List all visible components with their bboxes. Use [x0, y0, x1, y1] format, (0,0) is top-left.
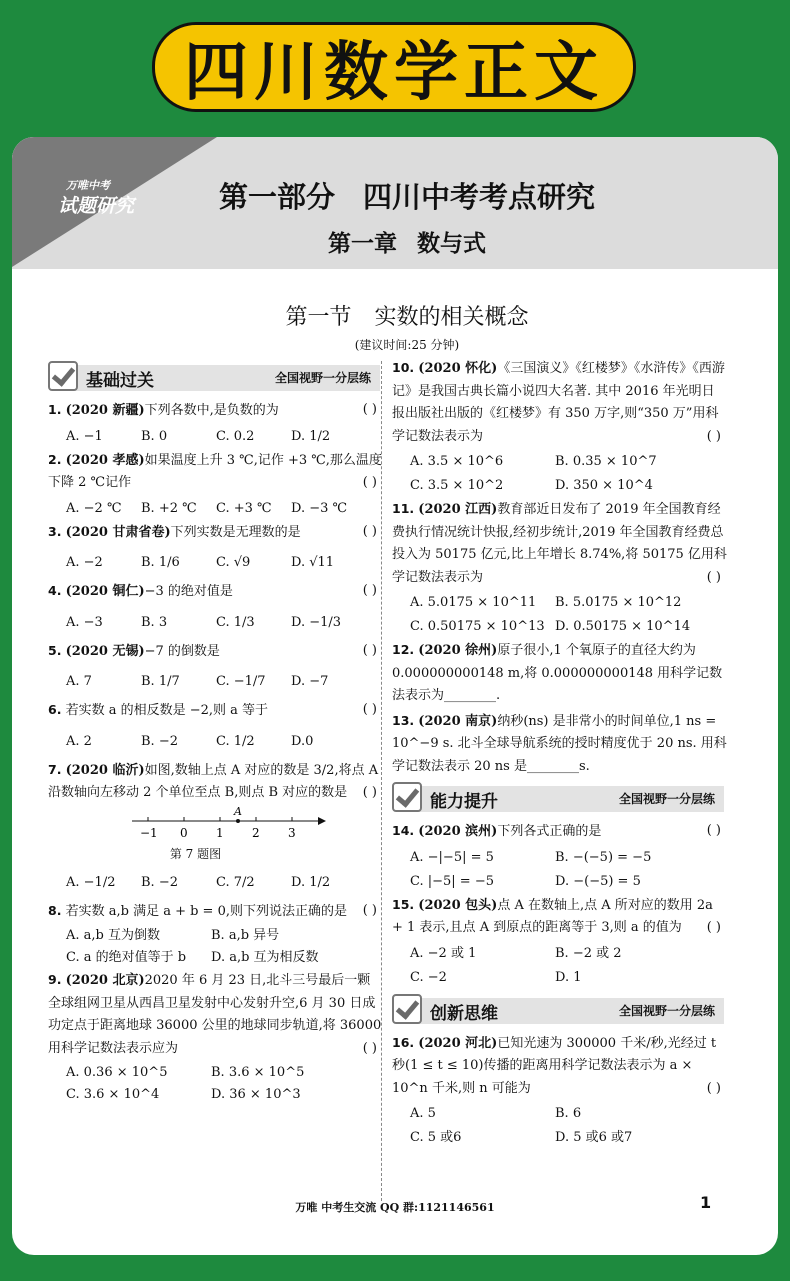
banner-text: 四川数学正文: [184, 36, 604, 110]
point-a-label: A: [234, 806, 242, 818]
question-13: 13. (2020 南京)纳秒(ns) 是非常小的时间单位,1 ns = 10^−9 s. 北斗全球导航系统的授时精度优于 20 ns. 用科学记数法表示 20 ns 是________s.: [392, 712, 727, 774]
tick-label: −1: [140, 825, 158, 840]
question-12: 12. (2020 徐州)原子很小,1 个氧原子的直径大约为 0.000000000148 m,将 0.000000000148 用科学记数法表示为________.: [392, 642, 723, 703]
question-6: 6. 若实数 a 的相反数是 −2,则 a 等于 ( ): [48, 702, 377, 718]
question-1: 1. (2020 新疆)下列各数中,是负数的为 ( ): [48, 402, 377, 418]
question-16: 16. (2020 河北)已知光速为 300000 千米/秒,光经过 t 秒(1 ≤ t ≤ 10)传播的距离用科学记数法表示为 a × 10^n 千米,则 n 可能为 ( ): [392, 1034, 721, 1096]
block-title: 能力提升: [430, 792, 498, 812]
options-q3: A. −2 B. 1/6 C. √9 D. √11: [66, 555, 335, 570]
options-q1: A. −1 B. 0 C. 0.2 D. 1/2: [66, 428, 331, 444]
question-10: 10. (2020 怀化)《三国演义》《红楼梦》《水浒传》《西游记》是我国古典长篇小说四大名著. 其中 2016 年光明日报出版社出版的《红楼梦》有 350 万字,则“350 万”用科学记数法表示为 ( ): [392, 360, 725, 444]
document-page: [12, 137, 778, 1255]
block-subtitle: 全国视野一分层练: [618, 1003, 715, 1018]
options-q7: A. −1/2 B. −2 C. 7/2 D. 1/2: [66, 874, 331, 890]
options-q9a: A. 0.36 × 10^5 B. 3.6 × 10^5: [66, 1065, 305, 1080]
block-header-innovate: [392, 994, 727, 1026]
logo-small-text: 万唯中考: [66, 179, 110, 192]
tick-label: 1: [216, 825, 224, 840]
options-q16b: C. 5 或6 D. 5 或6 或7: [410, 1130, 633, 1145]
question-5: 5. (2020 无锡)−7 的倒数是 ( ): [48, 642, 377, 659]
checkmark-icon: [392, 994, 422, 1024]
block-subtitle: 全国视野一分层练: [618, 792, 715, 806]
number-line-figure: [126, 807, 383, 845]
chapter-header: [12, 137, 778, 269]
block-header-basic: [48, 361, 383, 393]
tick-label: 3: [288, 825, 296, 840]
page-number: 1: [700, 1193, 712, 1212]
question-11: 11. (2020 江西)教育部近日发布了 2019 年全国教育经费执行情况统计快报,经初步统计,2019 年全国教育经费总投入为 50175 亿元,比上年增长 8.74%,将 50175 亿用科学记数法表示为 ( ): [392, 501, 727, 585]
question-4: 4. (2020 铜仁)−3 的绝对值是 ( ): [48, 583, 377, 599]
options-q11b: C. 0.50175 × 10^13 D. 0.50175 × 10^14: [410, 619, 691, 634]
title-banner: [152, 22, 636, 112]
tick-label: 2: [252, 825, 260, 840]
question-9: 9. (2020 北京)2020 年 6 月 23 日,北斗三号最后一颗全球组网卫星从西昌卫星发射中心发射升空,6 月 30 日成功定点于距离地球 36000 公里的地球同步轨道,将 36000 用科学记数法表示应为 ( ): [48, 972, 382, 1056]
options-q5: A. 7 B. 1/7 C. −1/7 D. −7: [66, 674, 329, 689]
chapter-title: 第一章 数与式: [327, 231, 486, 257]
checkmark-icon: [392, 782, 422, 812]
checkmark-icon: [48, 361, 78, 391]
options-q6: A. 2 B. −2 C. 1/2 D.0: [66, 733, 314, 749]
suggested-time: (建议时间:25 分钟): [354, 338, 460, 352]
logo-main-text: 试题研究: [58, 195, 135, 217]
question-7: 7. (2020 临沂)如图,数轴上点 A 对应的数是 3/2,将点 A 沿数轴向左移动 2 个单位至点 B,则点 B 对应的数是 ( ): [48, 761, 379, 800]
question-14: 14. (2020 滨州)下列各式正确的是 ( ): [392, 823, 721, 839]
figure-caption: 第 7 题图: [169, 846, 222, 861]
options-q2: A. −2 ℃ B. +2 ℃ C. +3 ℃ D. −3 ℃: [66, 500, 348, 516]
options-q8a: A. a,b 互为倒数 B. a,b 异号: [66, 928, 280, 943]
question-8: 8. 若实数 a,b 满足 a + b = 0,则下列说法正确的是 ( ): [48, 902, 377, 919]
options-q14b: C. |−5| = −5 D. −(−5) = 5: [410, 873, 641, 889]
question-15: 15. (2020 包头)点 A 在数轴上,点 A 所对应的数用 2a + 1 表示,且点 A 到原点的距离等于 3,则 a 的值为 ( ): [392, 896, 721, 935]
options-q15a: A. −2 或 1 B. −2 或 2: [410, 945, 622, 961]
options-q11a: A. 5.0175 × 10^11 B. 5.0175 × 10^12: [410, 595, 682, 610]
left-column: [48, 357, 383, 1106]
options-q10b: C. 3.5 × 10^2 D. 350 × 10^4: [410, 478, 653, 493]
question-2: 2. (2020 孝感)如果温度上升 3 ℃,记作 +3 ℃,那么温度下降 2 ℃记作 ( ): [48, 451, 382, 490]
right-column: [392, 357, 727, 1150]
options-q16a: A. 5 B. 6: [410, 1106, 582, 1121]
options-q9b: C. 3.6 × 10^4 D. 36 × 10^3: [66, 1087, 301, 1102]
tick-label: 0: [180, 825, 188, 840]
block-title: 基础过关: [86, 371, 154, 391]
block-header-ability: [392, 782, 727, 814]
block-title: 创新思维: [430, 1003, 498, 1024]
part-title: 第一部分 四川中考考点研究: [218, 180, 596, 214]
block-subtitle: 全国视野一分层练: [274, 371, 371, 385]
section-title: 第一节 实数的相关概念: [285, 305, 529, 330]
options-q10a: A. 3.5 × 10^6 B. 0.35 × 10^7: [410, 454, 657, 469]
options-q4: A. −3 B. 3 C. 1/3 D. −1/3: [66, 614, 342, 630]
number-line: [126, 807, 326, 845]
options-q8b: C. a 的绝对值等于 b D. a,b 互为相反数: [66, 950, 319, 965]
options-q15b: C. −2 D. 1: [410, 969, 582, 985]
question-3: 3. (2020 甘肃省卷)下列实数是无理数的是 ( ): [48, 523, 377, 540]
options-q14a: A. −|−5| = 5 B. −(−5) = −5: [410, 849, 652, 865]
footer-qq-group: 万唯 中考生交流 QQ 群:1121146561: [295, 1201, 495, 1214]
